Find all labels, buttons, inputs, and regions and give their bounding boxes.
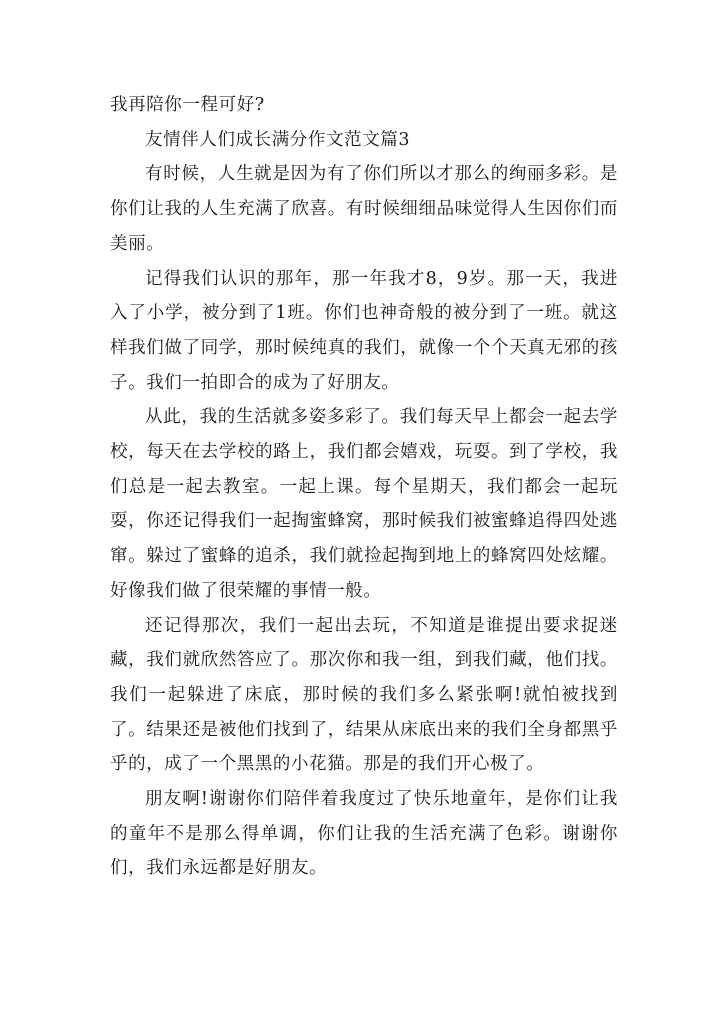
paragraph-3: 从此，我的生活就多姿多彩了。我们每天早上都会一起去学校，每天在去学校的路上，我们都会嬉戏，玩耍。到了学校，我们总是一起去教室。一起上课。每个星期天，我们都会一起玩耍，你还记得我们一起掏蜜蜂窝，那时候我们被蜜蜂追得四处逃窜。躲过了蜜蜂的追杀，我们就捡起掏到地上的蜂窝四处炫耀。好像我们做了很荣耀的事情一般。 xyxy=(110,407,618,601)
paragraph-2: 记得我们认识的那年，那一年我才8，9岁。那一天，我进入了小学，被分到了1班。你们也神奇般的被分到了一班。就这样我们做了同学，那时候纯真的我们，就像一个个天真无邪的孩子。我们一拍即合的成为了好朋友。 xyxy=(110,268,618,393)
paragraph-4: 还记得那次，我们一起出去玩，不知道是谁提出要求捉迷藏，我们就欣然答应了。那次你和我一组，到我们藏，他们找。我们一起躲进了床底，那时候的我们多么紧张啊!就怕被找到了。结果还是被他们找到了，结果从床底出来的我们全身都黑乎乎的，成了一个黑黑的小花猫。那是的我们开心极了。 xyxy=(110,615,618,775)
opening-line: 我再陪你一程可好? xyxy=(110,95,265,115)
document-body xyxy=(110,88,618,886)
essay-title: 友情伴人们成长满分作文范文篇3 xyxy=(145,129,411,150)
paragraph-5: 朋友啊!谢谢你们陪伴着我度过了快乐地童年，是你们让我的童年不是那么得单调，你们让我的生活充满了色彩。谢谢你们，我们永远都是好朋友。 xyxy=(110,789,618,879)
paragraph-1: 有时候，人生就是因为有了你们所以才那么的绚丽多彩。是你们让我的人生充满了欣喜。有时候细细品味觉得人生因你们而美丽。 xyxy=(110,164,618,254)
